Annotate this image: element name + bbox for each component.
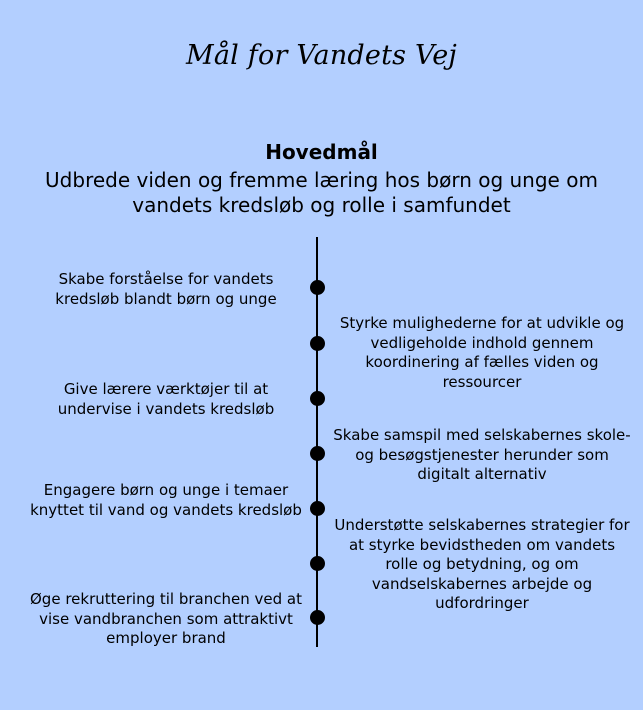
goal-item: Skabe forståelse for vandets kredsløb blandt børn og unge <box>55 270 277 308</box>
page-title: Mål for Vandets Vej <box>186 40 457 71</box>
main-goal-text: Udbrede viden og fremme læring hos børn og unge om vandets kredsløb og rolle i samfundet <box>45 168 598 217</box>
goal-item: Understøtte selskabernes strategier for at styrke bevidstheden om vandets rolle og betydning, og om vandselskabernes arbejde og udfordringer <box>334 516 630 612</box>
goal-item: Øge rekruttering til branchen ved at vise vandbranchen som attraktivt employer brand <box>30 590 302 647</box>
timeline-dot <box>310 391 325 406</box>
timeline-dot <box>310 556 325 571</box>
goal-item: Skabe samspil med selskabernes skole- og besøgstjenester herunder som digitalt alternativ <box>333 426 631 483</box>
timeline-dot <box>310 610 325 625</box>
main-goal-heading: Hovedmål <box>265 140 378 164</box>
goal-item: Styrke mulighederne for at udvikle og vedligeholde indhold gennem koordinering af fælles viden og ressourcer <box>339 314 625 391</box>
timeline-dot <box>310 336 325 351</box>
timeline-line <box>316 237 318 647</box>
timeline-dot <box>310 501 325 516</box>
goal-item: Engagere børn og unge i temaer knyttet til vand og vandets kredsløb <box>30 481 302 519</box>
goal-item: Give lærere værktøjer til at undervise i vandets kredsløb <box>57 380 275 418</box>
timeline-dot <box>310 280 325 295</box>
timeline-dot <box>310 446 325 461</box>
